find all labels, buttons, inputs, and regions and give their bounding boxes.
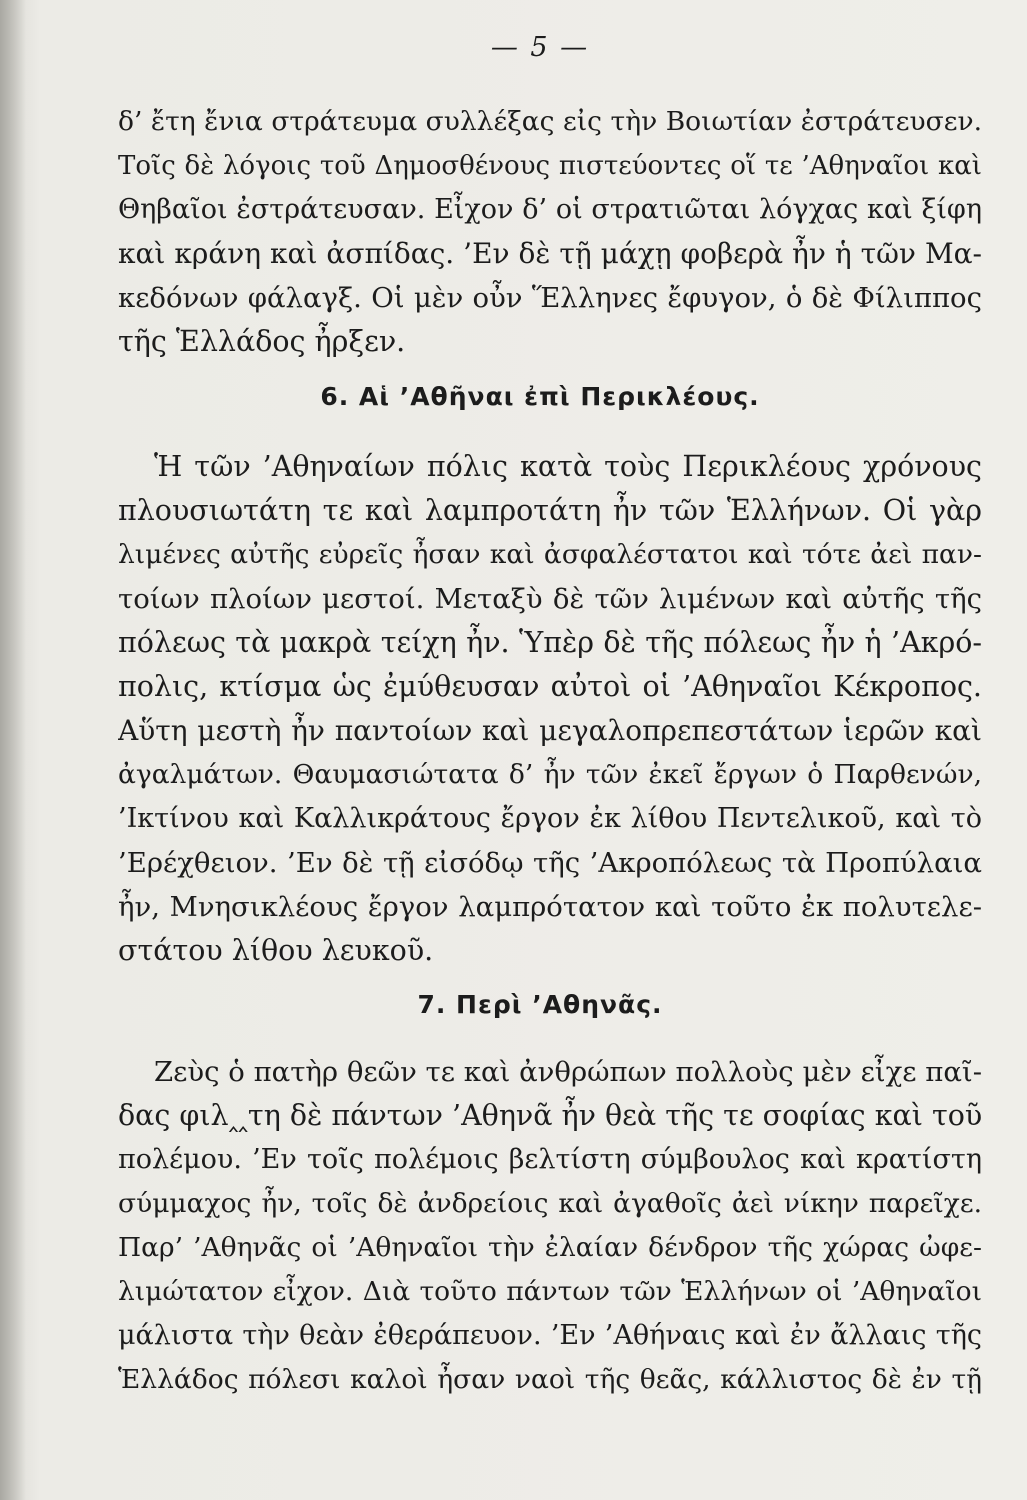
binding-shadow xyxy=(0,0,26,1500)
text-line: καὶ κράνη καὶ ἀσπίδας. ’Εν δὲ τῇ μάχῃ φοβερὰ ἦν ἡ τῶν Μα- xyxy=(118,237,982,270)
section-heading-7: 7. Περὶ ’Αθηνᾶς. xyxy=(417,990,663,1019)
page-number: — 5 — xyxy=(490,32,590,63)
text-line: τῆς Ἑλλάδος ἦρξεν. xyxy=(118,325,406,358)
text-line: Ζεὺς ὁ πατὴρ θεῶν τε καὶ ἀνθρώπων πολλοὺς μὲν εἶχε παῖ- xyxy=(154,1056,982,1088)
text-line: μάλιστα τὴν θεὰν ἐθεράπευον. ’Εν ’Αθήναις καὶ ἐν ἄλλαις τῆς xyxy=(118,1320,982,1351)
text-line: ’Ικτίνου καὶ Καλλικράτους ἔργον ἐκ λίθου Πεντελικοῦ, καὶ τὸ xyxy=(118,803,982,834)
text-line: σύμμαχος ἦν, τοῖς δὲ ἀνδρείοις καὶ ἀγαθοῖς ἀεὶ νίκην παρεῖχε. xyxy=(118,1188,982,1219)
text-line: πλουσιωτάτη τε καὶ λαμπροτάτη ἦν τῶν Ἑλλήνων. Οἱ γὰρ xyxy=(118,494,982,527)
text-line: Τοῖς δὲ λόγοις τοῦ Δημοσθένους πιστεύοντες οἵ τε ’Αθηναῖοι καὶ xyxy=(118,151,982,181)
paragraph-1 xyxy=(118,100,982,364)
text-line: τοίων πλοίων μεστοί. Μεταξὺ δὲ τῶν λιμένων καὶ αὐτῆς τῆς xyxy=(118,583,982,615)
paragraph-2 xyxy=(118,445,982,973)
text-line: στάτου λίθου λευκοῦ. xyxy=(118,934,434,967)
text-line: Αὕτη μεστὴ ἦν παντοίων καὶ μεγαλοπρεπεστάτων ἱερῶν καὶ xyxy=(118,714,982,747)
paragraph-3 xyxy=(118,1050,982,1402)
text-line: δ’ ἔτη ἔνια στράτευμα συλλέξας εἰς τὴν Βοιωτίαν ἐστράτευσεν. xyxy=(118,106,982,137)
text-line: Ἡ τῶν ’Αθηναίων πόλις κατὰ τοὺς Περικλέους χρόνους xyxy=(154,450,982,483)
text-line: δας φιλ‸‸τη δὲ πάντων ’Αθηνᾶ ἦν θεὰ τῆς τε σοφίας καὶ τοῦ xyxy=(118,1099,982,1132)
text-line: ’Ερέχθειον. ’Εν δὲ τῇ εἰσόδῳ τῆς ’Ακροπόλεως τὰ Προπύλαια xyxy=(118,847,982,879)
text-line: πολέμου. ’Εν τοῖς πολέμοις βελτίστη σύμβουλος καὶ κρατίστη xyxy=(118,1144,982,1175)
text-line: κεδόνων φάλαγξ. Οἱ μὲν οὖν Ἕλληνες ἔφυγον, ὁ δὲ Φίλιππος xyxy=(118,282,982,314)
text-line: πόλεως τὰ μακρὰ τείχη ἦν. Ὑπὲρ δὲ τῆς πόλεως ἦν ἡ ’Ακρό- xyxy=(118,626,982,659)
text-line: λιμώτατον εἶχον. Διὰ τοῦτο πάντων τῶν Ἑλλήνων οἱ ’Αθηναῖοι xyxy=(118,1276,982,1307)
text-line: Παρ’ ’Αθηνᾶς οἱ ’Αθηναῖοι τὴν ἐλαίαν δένδρον τῆς χώρας ὠφε- xyxy=(118,1232,982,1263)
text-line: λιμένες αὐτῆς εὐρεῖς ἦσαν καὶ ἀσφαλέστατοι καὶ τότε ἀεὶ παν- xyxy=(118,539,982,570)
text-line: πολις, κτίσμα ὡς ἐμύθευσαν αὐτοὶ οἱ ’Αθηναῖοι Κέκροπος. xyxy=(118,670,982,703)
section-heading-6: 6. Αἱ ’Αθῆναι ἐπὶ Περικλέους. xyxy=(320,382,760,411)
text-line: Ἑλλάδος πόλεσι καλοὶ ἦσαν ναοὶ τῆς θεᾶς, κάλλιστος δὲ ἐν τῇ xyxy=(118,1364,982,1395)
text-line: ἀγαλμάτων. Θαυμασιώτατα δ’ ἦν τῶν ἐκεῖ ἔργων ὁ Παρθενών, xyxy=(118,759,982,790)
text-line: ἦν, Μνησικλέους ἔργον λαμπρότατον καὶ τοῦτο ἐκ πολυτελε- xyxy=(118,891,982,923)
text-line: Θηβαῖοι ἐστράτευσαν. Εἶχον δ’ οἱ στρατιῶται λόγχας καὶ ξίφη xyxy=(118,194,982,225)
